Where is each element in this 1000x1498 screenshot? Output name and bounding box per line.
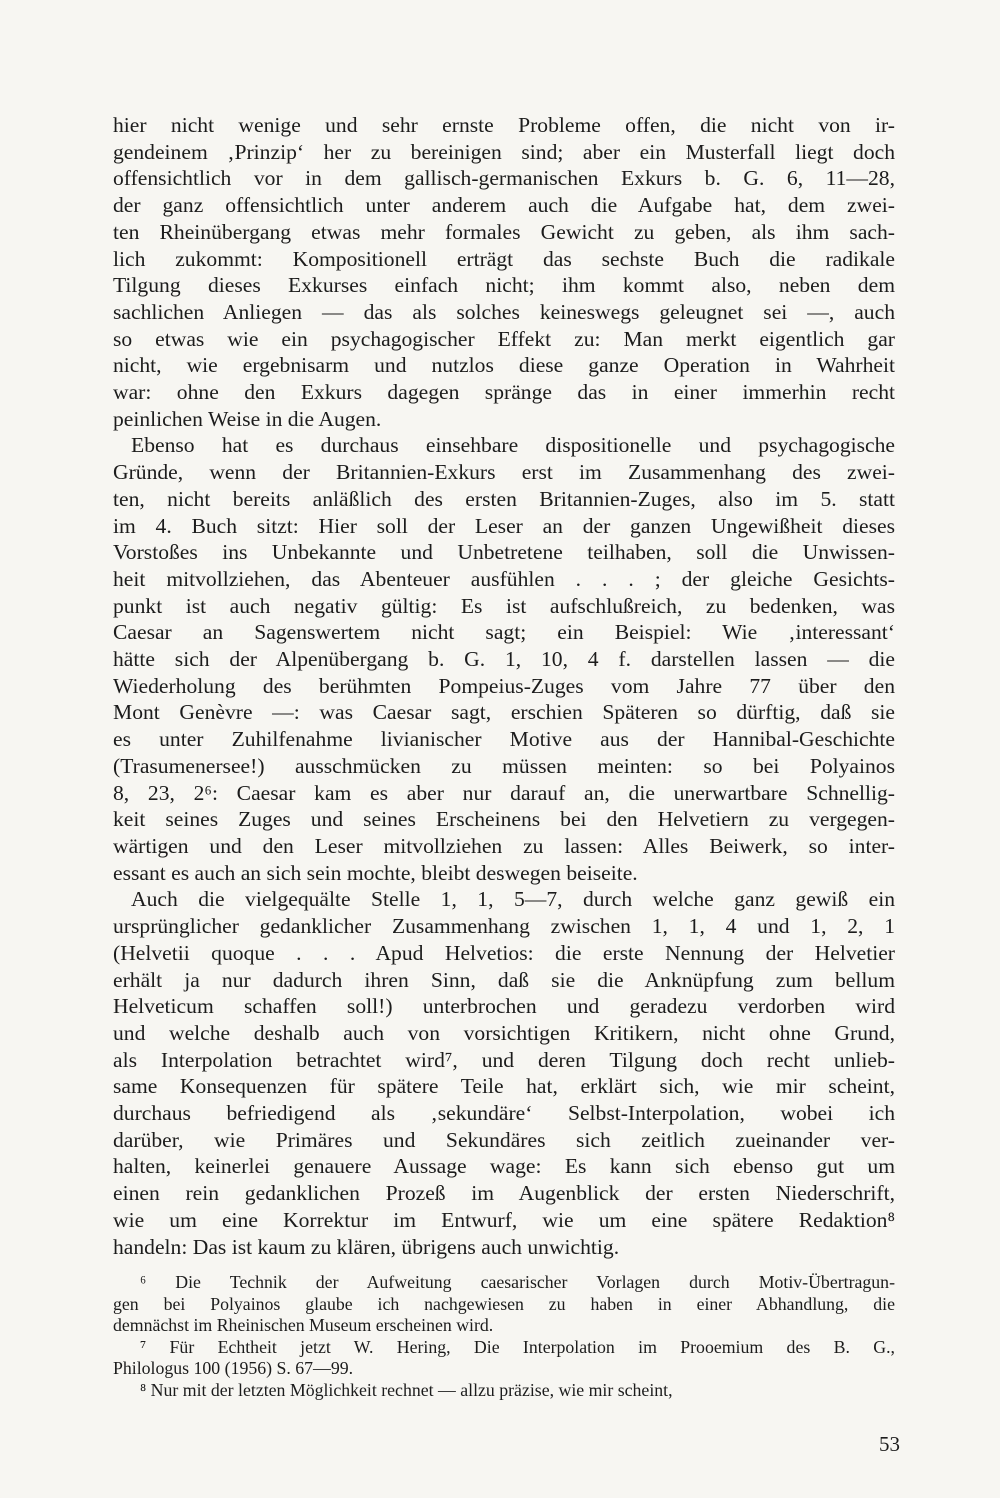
text-line: Ebenso hat es durchaus einsehbare dispositionelle und psychagogische [131, 433, 895, 458]
text-line: essant es auch an sich sein mochte, bleibt deswegen beiseite. [113, 860, 638, 885]
footnote-line: ⁶ Die Technik der Aufweitung caesarischer Vorlagen durch Motiv-Übertragun- [140, 1272, 895, 1292]
footnote-line: Philologus 100 (1956) S. 67—99. [113, 1358, 354, 1379]
footnote-line: gen bei Polyainos glaube ich nachgewiesen zu haben in einer Abhandlung, die [113, 1293, 895, 1314]
text-line: offensichtlich vor in dem gallisch-germanischen Exkurs b. G. 6, 11—28, [113, 166, 895, 191]
text-line: hier nicht wenige und sehr ernste Probleme offen, die nicht von ir- [113, 113, 895, 137]
text-line: einen rein gedanklichen Prozeß im Augenblick der ersten Niederschrift, [113, 1181, 895, 1206]
text-line: 8, 23, 2⁶: Caesar kam es aber nur darauf an, die unerwartbare Schnellig- [113, 780, 895, 805]
footnotes [113, 1272, 895, 1402]
text-line: nicht, wie ergebnisarm und nutzlos diese ganze Operation in Wahrheit [113, 353, 895, 378]
paragraph [113, 886, 895, 1260]
text-line: heit mitvollziehen, das Abenteuer ausfühlen . . . ; der gleiche Gesichts- [113, 566, 895, 591]
text-line: same Konsequenzen für spätere Teile hat, erklärt sich, wie mir scheint, [113, 1074, 895, 1099]
text-line: Vorstoßes ins Unbekannte und Unbetretene teilhaben, soll die Unwissen- [113, 540, 895, 565]
text-line: lich zukommt: Kompositionell erträgt das sechste Buch die radikale [113, 246, 895, 271]
text-line: als Interpolation betrachtet wird⁷, und deren Tilgung doch recht unlieb- [113, 1047, 895, 1072]
main-text [113, 112, 895, 1260]
text-line: war: ohne den Exkurs dagegen spränge das in einer immerhin recht [113, 380, 895, 405]
text-line: ten, nicht bereits anläßlich des ersten Britannien-Zuges, also im 5. statt [113, 486, 895, 511]
text-line: keit seines Zuges und seines Erscheinens bei den Helvetiern zu vergegen- [113, 807, 895, 832]
text-line: der ganz offensichtlich unter anderem auch die Aufgabe hat, dem zwei- [113, 193, 895, 218]
text-line: punkt ist auch negativ gültig: Es ist aufschlußreich, zu bedenken, was [113, 593, 895, 618]
text-line: Wiederholung des berühmten Pompeius-Zuges vom Jahre 77 über den [113, 673, 895, 698]
text-line: peinlichen Weise in die Augen. [113, 406, 382, 431]
text-line: durchaus befriedigend als ‚sekundäre‘ Selbst-Interpolation, wobei ich [113, 1101, 895, 1126]
text-line: Caesar an Sagenswertem nicht sagt; ein Beispiel: Wie ‚interessant‘ [113, 620, 895, 645]
text-line: im 4. Buch sitzt: Hier soll der Leser an der ganzen Ungewißheit dieses [113, 513, 895, 538]
text-line: erhält ja nur dadurch ihren Sinn, daß sie die Anknüpfung zum bellum [113, 967, 895, 992]
text-line: handeln: Das ist kaum zu klären, übrigens auch unwichtig. [113, 1234, 620, 1259]
text-line: Tilgung dieses Exkurses einfach nicht; ihm kommt also, neben dem [113, 273, 895, 298]
text-line: Helveticum schaffen soll!) unterbrochen und geradezu verdorben wird [113, 994, 895, 1019]
text-line: wie um eine Korrektur im Entwurf, wie um eine spätere Redaktion⁸ [113, 1207, 895, 1232]
text-line: und welche deshalb auch von vorsichtigen Kritikern, nicht ohne Grund, [113, 1020, 895, 1045]
text-line: sachlichen Anliegen — das als solches keineswegs geleugnet sei —, auch [113, 299, 895, 324]
footnote-line: ⁸ Nur mit der letzten Möglichkeit rechnet — allzu präzise, wie mir scheint, [140, 1379, 673, 1400]
paragraph [113, 112, 895, 432]
text-line: ten Rheinübergang etwas mehr formales Gewicht zu geben, als ihm sach- [113, 219, 895, 244]
footnote-line: demnächst im Rheinischen Museum erscheinen wird. [113, 1315, 494, 1336]
text-line: Auch die vielgequälte Stelle 1, 1, 5—7, durch welche ganz gewiß ein [131, 887, 895, 912]
text-line: (Trasumenersee!) ausschmücken zu müssen meinten: so bei Polyainos [113, 753, 895, 778]
text-line: wärtigen und den Leser mitvollziehen zu lassen: Alles Beiwerk, so inter- [113, 833, 895, 858]
text-line: so etwas wie ein psychagogischer Effekt zu: Man merkt eigentlich gar [113, 326, 895, 351]
text-line: Mont Genèvre —: was Caesar sagt, erschien Späteren so dürftig, daß sie [113, 700, 895, 725]
text-line: darüber, wie Primäres und Sekundäres sich zeitlich zueinander ver- [113, 1127, 895, 1152]
text-line: Gründe, wenn der Britannien-Exkurs erst im Zusammenhang des zwei- [113, 460, 895, 485]
paragraph [113, 432, 895, 886]
text-line: ursprünglicher gedanklicher Zusammenhang zwischen 1, 1, 4 und 1, 2, 1 [113, 914, 895, 939]
page-number: 53 [879, 1432, 900, 1456]
text-line: (Helvetii quoque . . . Apud Helvetios: die erste Nennung der Helvetier [113, 940, 895, 965]
text-line: hätte sich der Alpenübergang b. G. 1, 10, 4 f. darstellen lassen — die [113, 647, 895, 672]
text-line: es unter Zuhilfenahme livianischer Motive aus der Hannibal-Geschichte [113, 727, 895, 752]
text-line: halten, keinerlei genauere Aussage wage: Es kann sich ebenso gut um [113, 1154, 895, 1179]
footnote-line: ⁷ Für Echtheit jetzt W. Hering, Die Interpolation im Prooemium des B. G., [140, 1336, 895, 1357]
text-line: gendeinem ‚Prinzip‘ her zu bereinigen sind; aber ein Musterfall liegt doch [113, 139, 895, 164]
